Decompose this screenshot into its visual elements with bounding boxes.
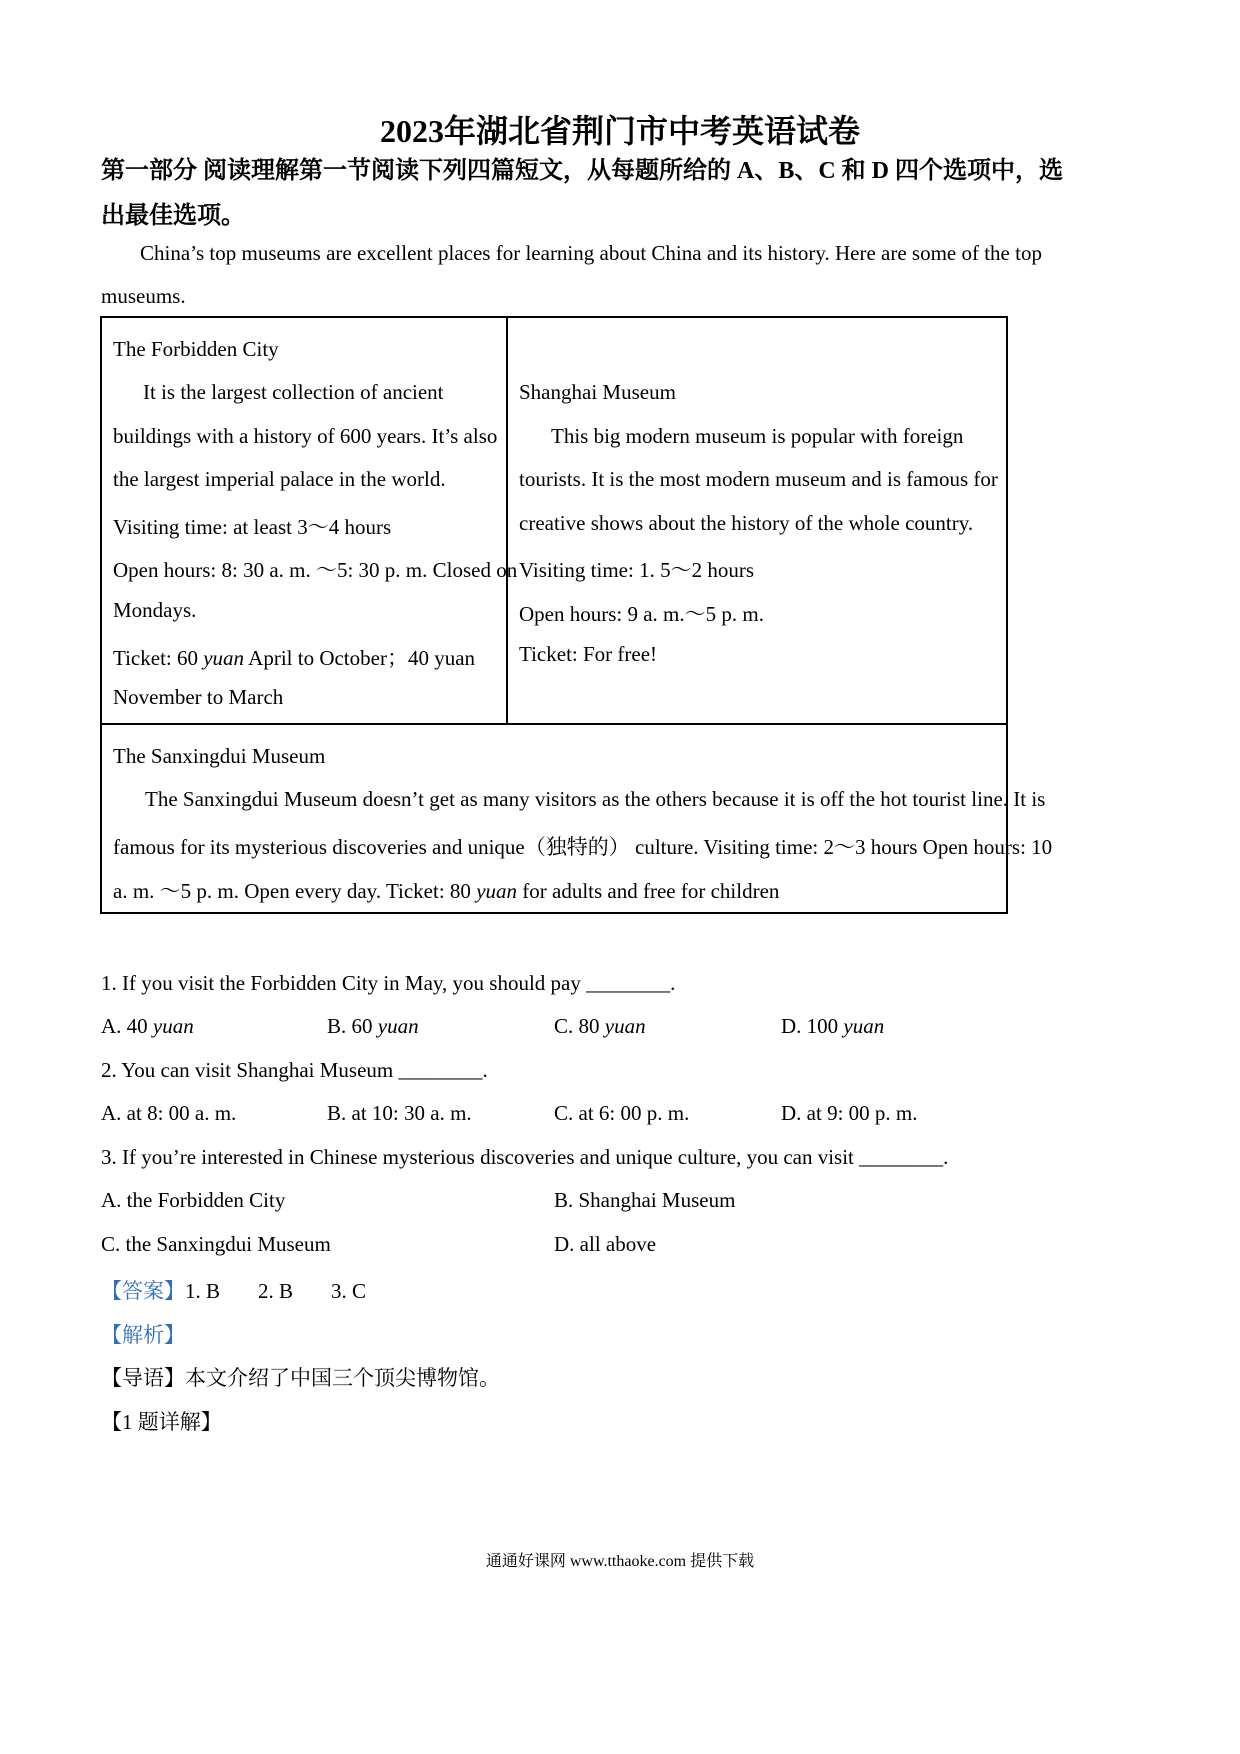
table-border-row [100,723,1008,725]
option-unit: yuan [843,1014,885,1038]
question-1-option-c [554,1014,646,1039]
section-heading-line2: 出最佳选项。 [101,203,245,229]
ticket-unit: yuan [476,879,518,903]
forbidden-city-open-hours: Open hours: 8: 30 a. m. ～5: 30 p. m. Closed on [113,558,518,582]
shanghai-open-hours: Open hours: 9 a. m.～5 p. m. [519,602,764,626]
option-unit: yuan [377,1014,419,1038]
sanxingdui-line [113,875,779,905]
question-2-stem: 2. You can visit Shanghai Museum ________. [101,1058,488,1082]
question-1-option-d [781,1014,884,1039]
ticket-text: Ticket: 60 [113,646,204,670]
question-1-option-b [327,1014,419,1039]
section-heading-line1: 第一部分 阅读理解第一节阅读下列四篇短文，从每题所给的 A、B、C 和 D 四个选项中，选 [101,158,1064,184]
table-border-bottom [100,912,1008,914]
question-1-stem: 1. If you visit the Forbidden City in May, you should pay ________. [101,971,676,995]
passage-intro-line2: museums. [101,284,186,308]
table-border-top [100,316,1008,318]
forbidden-city-line: buildings with a history of 600 years. It’s also [113,424,498,448]
shanghai-line: This big modern museum is popular with foreign [551,424,964,448]
option-label: B. 60 [327,1014,378,1038]
sanxingdui-line: famous for its mysterious discoveries and unique（独特的） culture. Visiting time: 2～3 hours Open hours: 10 [113,835,1053,859]
sanxingdui-text: a. m. ～5 p. m. Open every day. Ticket: 80 [113,879,477,903]
forbidden-city-line: It is the largest collection of ancient [143,380,444,404]
sanxingdui-text: for adults and free for children [517,879,780,903]
shanghai-visiting-time: Visiting time: 1. 5～2 hours [519,558,754,582]
answer-3: 3. C [331,1279,367,1303]
option-unit: yuan [152,1014,194,1038]
page-title: 2023年湖北省荆门市中考英语试卷 [379,113,860,149]
question-3-option-d: D. all above [554,1232,657,1256]
table-border-right [1006,316,1008,914]
shanghai-ticket: Ticket: For free! [519,642,658,666]
sanxingdui-name: The Sanxingdui Museum [113,744,326,768]
question-3-option-c: C. the Sanxingdui Museum [101,1232,331,1256]
forbidden-city-ticket [113,642,475,672]
answer-line [101,1275,366,1305]
question-2-option-c: C. at 6: 00 p. m. [554,1101,690,1125]
forbidden-city-line: the largest imperial palace in the world. [113,467,446,491]
ticket-unit: yuan [203,646,245,670]
analysis-tag: 【解析】 [101,1323,185,1347]
question-2-option-b: B. at 10: 30 a. m. [327,1101,472,1125]
page-footer: 通通好课网 www.tthaoke.com 提供下载 [485,1553,755,1570]
question-1-detail-heading: 【1 题详解】 [101,1410,222,1434]
answer-2: 2. B [258,1279,294,1303]
question-3-option-a: A. the Forbidden City [101,1188,286,1212]
table-border-middle [506,316,508,724]
forbidden-city-name: The Forbidden City [113,337,279,361]
option-label: D. 100 [781,1014,844,1038]
passage-intro-line1: China’s top museums are excellent places for learning about China and its history. Here are some of the top [140,241,1042,265]
forbidden-city-ticket-line2: November to March [113,685,284,709]
forbidden-city-line: Mondays. [113,598,197,622]
shanghai-line: creative shows about the history of the whole country. [519,511,974,535]
question-2-option-a: A. at 8: 00 a. m. [101,1101,237,1125]
table-border-left [100,316,102,914]
question-3-option-b: B. Shanghai Museum [554,1188,736,1212]
guide-text: 【导语】本文介绍了中国三个顶尖博物馆。 [101,1366,500,1390]
option-label: A. 40 [101,1014,153,1038]
answer-tag: 【答案】 [101,1279,185,1303]
question-3-stem: 3. If you’re interested in Chinese mysterious discoveries and unique culture, you can visit ________. [101,1145,949,1169]
shanghai-museum-name: Shanghai Museum [519,380,676,404]
sanxingdui-line: The Sanxingdui Museum doesn’t get as many visitors as the others because it is off the hot tourist line. It is [145,787,1046,811]
ticket-text: April to October；40 yuan [244,646,476,670]
question-1-option-a [101,1014,194,1039]
answer-1: 1. B [185,1279,221,1303]
question-2-option-d: D. at 9: 00 p. m. [781,1101,918,1125]
forbidden-city-visiting-time: Visiting time: at least 3～4 hours [113,515,392,539]
option-unit: yuan [604,1014,646,1038]
shanghai-line: tourists. It is the most modern museum and is famous for [519,467,998,491]
option-label: C. 80 [554,1014,605,1038]
